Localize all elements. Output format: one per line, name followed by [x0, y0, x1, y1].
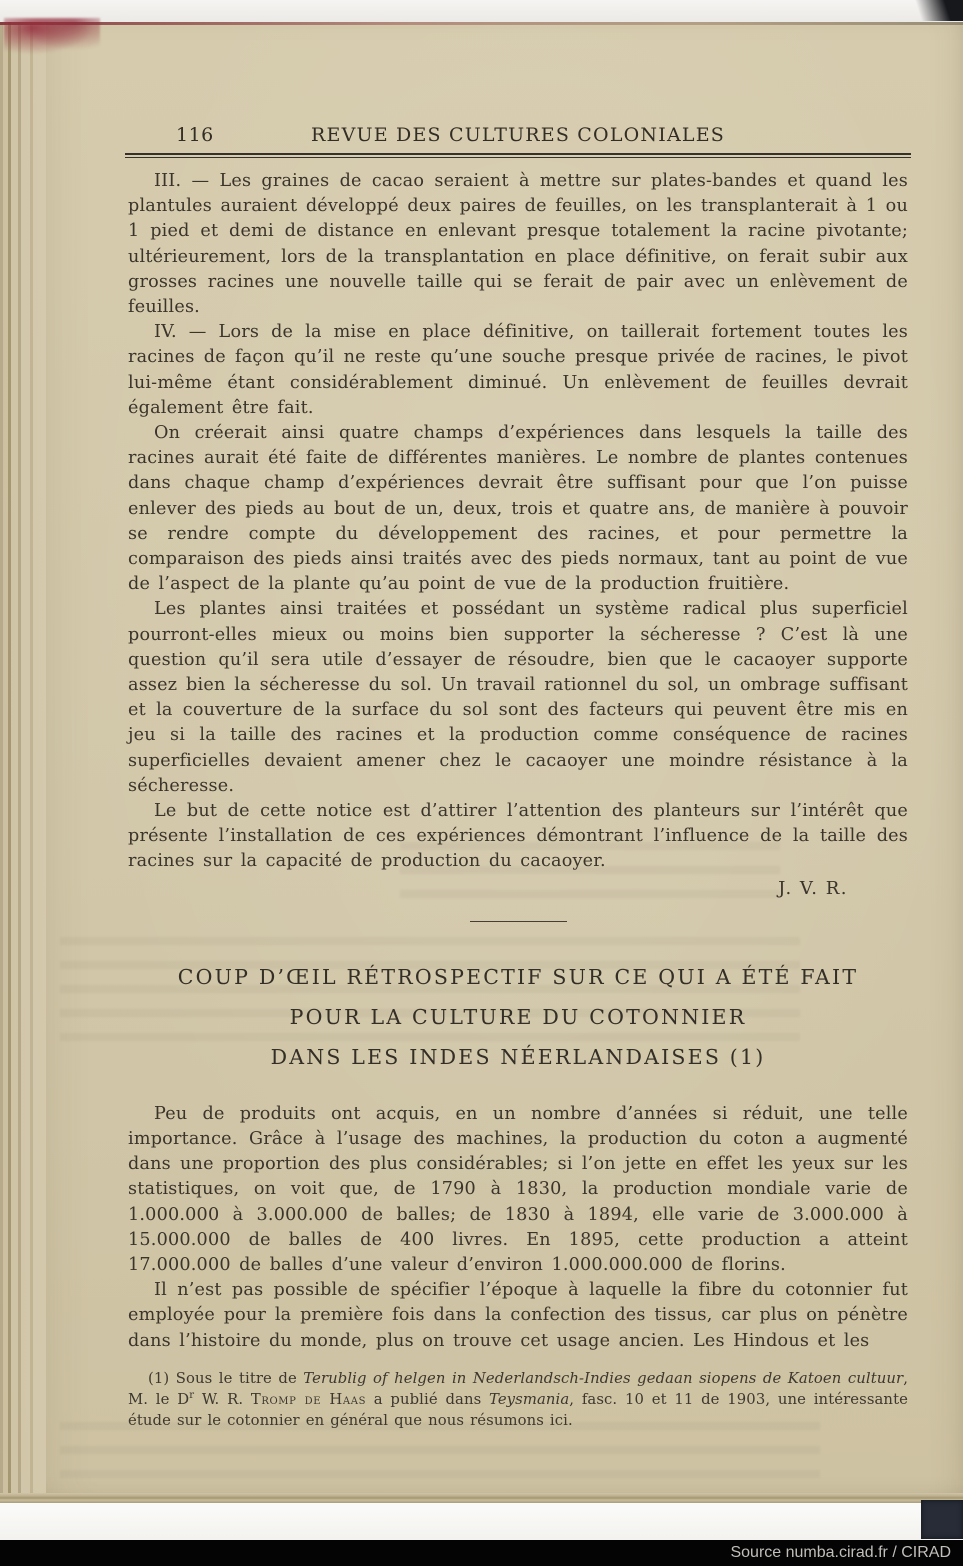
source-credit-text: Source numba.cirad.fr / CIRAD — [730, 1544, 951, 1561]
article-title-line-1: COUP D’ŒIL RÉTROSPECTIF SUR CE QUI A ÉTÉ FAIT — [177, 964, 859, 989]
article-title — [128, 957, 908, 1077]
page-stack-edges-left — [0, 22, 46, 1503]
article-cotton-body — [128, 1102, 908, 1354]
source-credit-bar — [0, 1540, 963, 1566]
bleedthrough-smudge — [60, 1422, 820, 1492]
footnote-lead: (1) Sous le titre de — [148, 1369, 304, 1387]
header-rule — [125, 153, 911, 158]
footnote-superscript-r: r — [189, 1389, 195, 1401]
footnote-tail: , fasc. 10 et 11 de 1903, une intéressante étude sur le cotonnier en général que nous résumons ici. — [128, 1390, 908, 1429]
page-stack-edges-bottom — [0, 1493, 963, 1503]
scanner-background-bottom — [0, 1503, 963, 1540]
footnote-author-smallcaps: Tromp de Haas — [250, 1390, 367, 1408]
scanner-background-top — [0, 0, 963, 22]
footnote-mid2: W. R. — [194, 1390, 251, 1408]
paragraph-conclusion: Le but de cette notice est d’attirer l’attention des planteurs sur l’intérêt que présente l’installation de ces expériences démontrant l’influence de la taille des racines sur la capacité de production du cacaoyer. — [128, 801, 908, 872]
footnote — [128, 1368, 908, 1431]
running-head — [128, 124, 908, 150]
paragraph-experiment-fields: On créerait ainsi quatre champs d’expériences dans lesquels la taille des racines aurait été faite de différentes manières. Le nombre de plantes contenues dans chaque champ d’expériences devrait être suffisant pour que l’on puisse enlever des pieds au bout de un, deux, trois et quatre ans, de manière à pouvoir se rendre compte du développement des racines, et pour permettre la comparaison des pieds ainsi traités avec des pieds normaux, tant au point de vue de l’aspect de la plante qu’au point de vue de la production fruitière. — [128, 423, 908, 595]
journal-running-title: REVUE DES CULTURES COLONIALES — [311, 124, 725, 146]
paragraph-iii: III. — Les graines de cacao seraient à mettre sur plates-bandes et quand les plantules auraient développé deux paires de feuilles, on les transplanterait à 1 ou 1 pied et demi de distance en enlevant presque totalement la racine pivotante; ultérieurement, lors de la transplantation en place définitive, on ferait subir aux grosses racines une nouvelle taille qui se ferait de pair avec un enlèvement de feuilles. — [128, 171, 908, 318]
footnote-work-title: Terublig of helgen in Nederlandsch-Indies gedaan siopens de Katoen cultuur — [303, 1369, 904, 1387]
book-cover-corner-top-right — [903, 0, 963, 21]
author-initials: J. V. R. — [778, 877, 848, 899]
paragraph-iv: IV. — Lors de la mise en place définitive, on taillerait fortement toutes les racines de façon qu’il ne reste qu’une souche presque privée de racines, le pivot lui-même étant considérablement diminué. Un enlèvement de feuilles devrait également être fait. — [128, 322, 908, 418]
book-cover-corner-bottom-right — [921, 1500, 963, 1539]
footnote-journal-italic: Teysmania — [489, 1390, 570, 1408]
paragraph-drought: Les plantes ainsi traitées et possédant un système radical plus superficiel pourront-elles mieux ou moins bien supporter la sécheresse ? C’est là une question qu’il sera utile d’essayer de résoudre, bien que le cacaoyer supporte assez bien la sécheresse du sol. Un travail rationnel du sol, un ombrage suffisant et la couverture de la surface du sol sont des facteurs qui peuvent être mis en jeu si la taille des racines et la production comme conséquence de racines superficielles devaient amener chez le cacaoyer une moindre résistance à la sécheresse. — [128, 599, 908, 796]
article-title-line-2: POUR LA CULTURE DU COTONNIER — [289, 1004, 747, 1029]
footnote-mid1: , M. le D — [128, 1369, 909, 1408]
red-edge-stain — [4, 18, 100, 58]
article-notice-body — [128, 169, 908, 1431]
paragraph-cotton-statistics: Peu de produits ont acquis, en un nombre d’années si réduit, une telle importance. Grâce à l’usage des machines, la production du coton a augmenté dans une proportion des plus considérables; si l’on jette en effet les yeux sur les statistiques, on voit que, de 1790 à 1830, la production mondiale varie de 1.000.000 à 3.000.000 de balles; de 1830 à 1894, elle varie de 3.000.000 à 15.000.000 de balles de 400 livres. En 1895, cette production a atteint 17.000.000 de balles d’une valeur d’environ 1.000.000.000 de florins. — [128, 1103, 908, 1275]
article-title-line-3: DANS LES INDES NÉERLANDAISES (1) — [270, 1044, 766, 1069]
book-page — [0, 22, 963, 1503]
red-stained-page-top-edge — [0, 22, 963, 25]
page-number: 116 — [176, 124, 214, 146]
paragraph-cotton-history: Il n’est pas possible de spécifier l’époque à laquelle la fibre du cotonnier fut employée pour la première fois dans la confection des tissus, car plus on pénètre dans l’histoire du monde, plus on trouve cet usage ancien. Les Hindous et les — [128, 1280, 908, 1351]
footnote-mid3: a publié dans — [366, 1390, 489, 1408]
section-separator-rule — [470, 921, 567, 922]
